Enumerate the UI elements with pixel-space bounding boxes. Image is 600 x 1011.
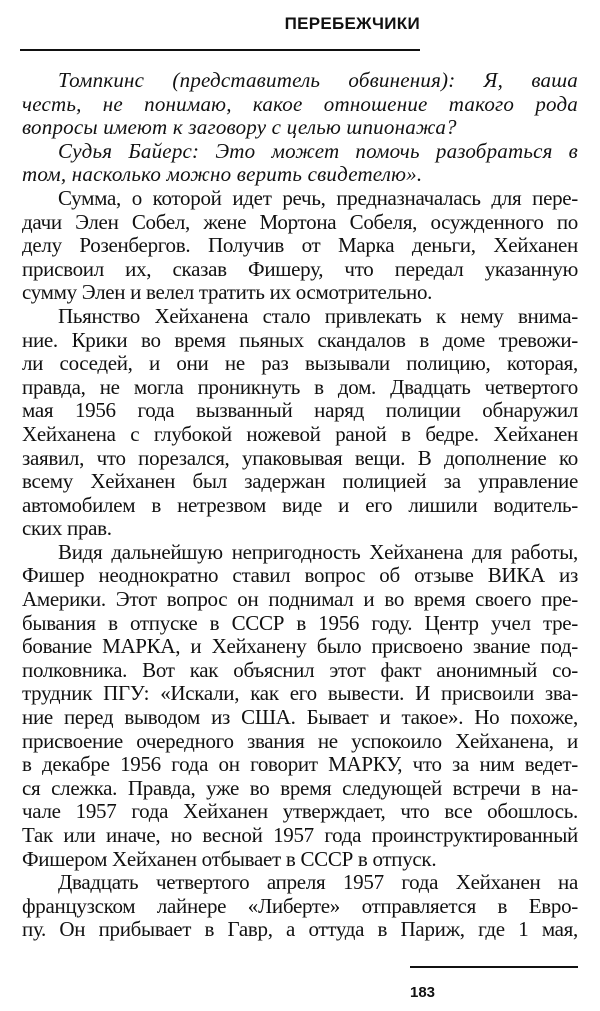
text-line: мая 1956 года вызванный наряд полиции обнаружил	[22, 399, 578, 423]
text-line: делу Розенбергов. Получив от Марка деньги, Хейханен	[22, 234, 578, 258]
text-line: Америки. Этот вопрос он поднимал и во время своего пре-	[22, 588, 578, 612]
text-line: правда, не могла проникнуть в дом. Двадцать четвертого	[22, 375, 578, 399]
text-line: бывания в отпуске в СССР в 1956 году. Центр учел тре-	[22, 611, 578, 635]
text-line: дачи Элен Собел, жене Мортона Собеля, осужденного по	[22, 210, 578, 234]
text-line: французском лайнере «Либерте» отправляется в Евро-	[22, 894, 578, 918]
text-line: ся слежка. Правда, уже во время следующей встречи в на-	[22, 776, 578, 800]
text-line: ние перед выводом из США. Бывает и такое». Но похоже,	[22, 706, 578, 730]
text-line: полковника. Вот как объяснил этот факт анонимный со-	[22, 658, 578, 682]
text-line: Двадцать четвертого апреля 1957 года Хейханен на	[58, 871, 578, 895]
text-line: ли соседей, и они не раз вызывали полицию, которая,	[22, 352, 578, 376]
text-line: в декабре 1956 года он говорит МАРКУ, что за ним ведет-	[22, 753, 578, 777]
text-line: Сумма, о которой идет речь, предназначалась для пере-	[58, 186, 578, 210]
footer-rule	[410, 966, 578, 968]
text-line: заявил, что порезался, упаковывая вещи. В дополнение ко	[22, 446, 578, 470]
page-number: 183	[410, 984, 436, 1001]
quote-line: Томпкинс (представитель обвинения): Я, ваша	[58, 69, 578, 92]
text-line: ских прав.	[22, 517, 112, 541]
text-line: всему Хейханен был задержан полицией за управление	[22, 470, 578, 494]
text-line: Пьянство Хейханена стало привлекать к нему внима-	[58, 304, 578, 328]
text-line: Хейханена с глубокой ножевой раной в бедре. Хейханен	[22, 422, 578, 446]
text-line: трудник ПГУ: «Искали, как его вывести. И присвоили зва-	[22, 682, 578, 706]
quote-line: честь, не понимаю, какое отношение такого рода	[22, 92, 578, 116]
text-line: сумму Элен и велел тратить их осмотрительно.	[22, 281, 433, 305]
header-rule	[20, 49, 420, 51]
text-line: бование МАРКА, и Хейханену было присвоено звание под-	[22, 635, 578, 659]
text-line: присвоил их, сказав Фишеру, что передал указанную	[22, 257, 578, 281]
quote-line: том, насколько можно верить свидетелю».	[22, 163, 423, 187]
text-line: пу. Он прибывает в Гавр, а оттуда в Париж, где 1 мая,	[22, 918, 578, 942]
text-line: Фишер неоднократно ставил вопрос об отзыве ВИКА из	[22, 564, 578, 588]
text-line: чале 1957 года Хейханен утверждает, что все обошлось.	[22, 800, 578, 824]
text-line: Фишером Хейханен отбывает в СССР в отпуск.	[22, 847, 437, 871]
running-title: ПЕРЕБЕЖЧИКИ	[284, 14, 420, 33]
text-line: Так или иначе, но весной 1957 года проинструктированный	[22, 824, 578, 847]
quote-line: Судья Байерс: Это может помочь разобраться в	[58, 139, 578, 163]
text-line: присвоение очередного звания не успокоило Хейханена, и	[22, 729, 578, 753]
text-line: автомобилем в нетрезвом виде и его лишили водитель-	[22, 493, 578, 517]
text-line: ние. Крики во время пьяных скандалов в доме тревожи-	[22, 328, 578, 352]
body-text	[22, 69, 578, 942]
quote-line: вопросы имеют к заговору с целью шпионажа?	[22, 116, 457, 140]
text-line: Видя дальнейшую непригодность Хейханена для работы,	[58, 540, 578, 564]
